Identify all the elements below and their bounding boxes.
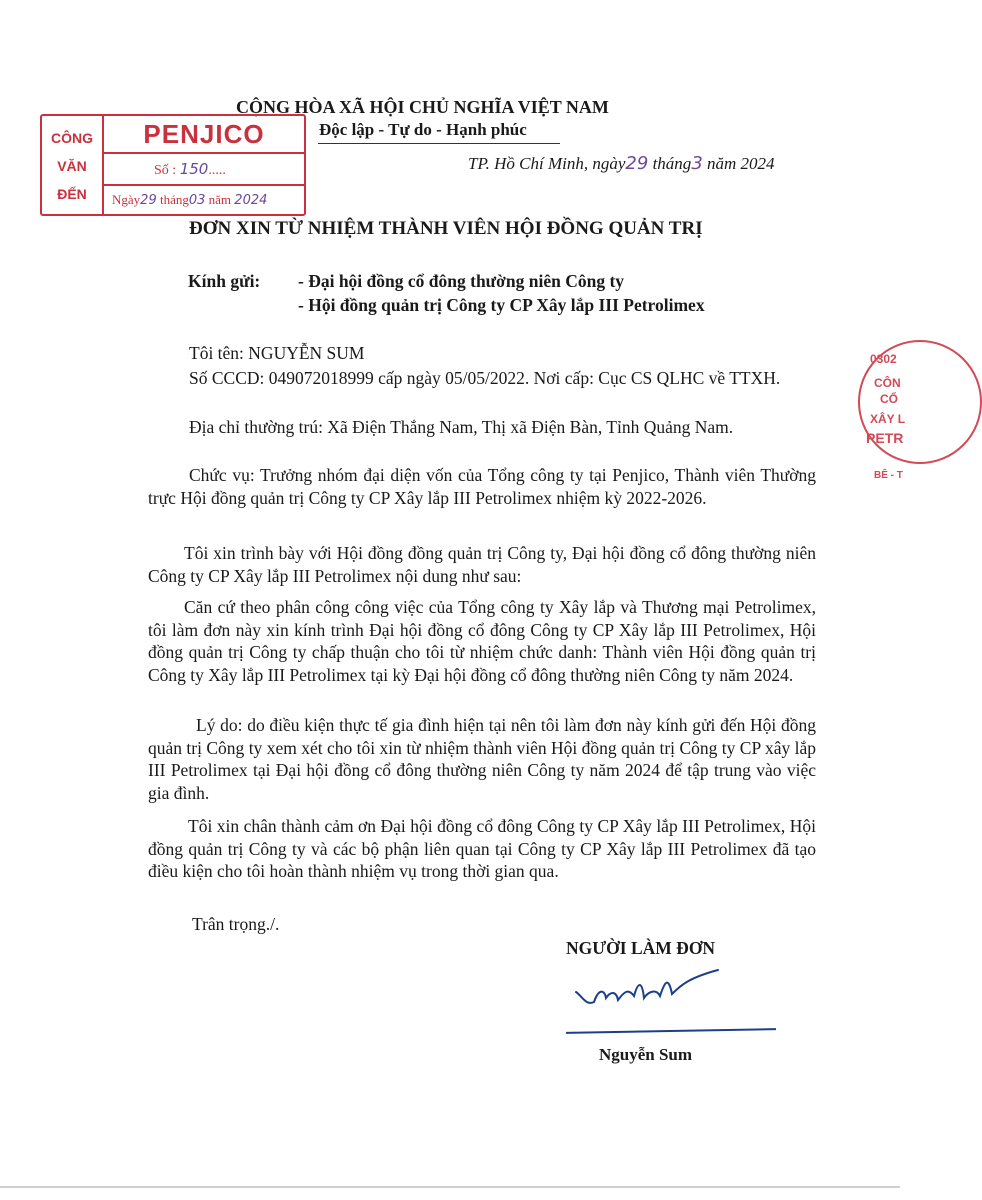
stamp-left-column	[42, 116, 104, 214]
stamp-year-label: năm	[208, 192, 232, 207]
signature-underline	[566, 1028, 776, 1033]
document-title: ĐƠN XIN TỪ NHIỆM THÀNH VIÊN HỘI ĐỒNG QUẢN TRỊ	[189, 218, 703, 239]
thanks-paragraph: Tôi xin chân thành cảm ơn Đại hội đồng cổ đông Công ty CP Xây lắp III Petrolimex, Hội đồng quản trị Công ty và các bộ phận liên quan tại Công ty CP Xây lắp III Petrolimex đã tạo điều kiện cho tôi hoàn thành nhiệm vụ trong thời gian qua.	[148, 816, 816, 881]
stamp-line2: VĂN	[57, 158, 87, 174]
stamp-date-row	[104, 186, 304, 214]
received-stamp	[40, 114, 306, 216]
country-heading: CỘNG HÒA XÃ HỘI CHỦ NGHĨA VIỆT NAM	[236, 97, 609, 117]
reason-paragraph: Lý do: do điều kiện thực tế gia đình hiện tại nên tôi làm đơn này kính gửi đến Hội đồng quản trị Công ty xem xét cho tôi xin từ nhiệm thành viên Hội đồng quản trị Công ty CP xây lắp III Petrolimex tại Đại hội đồng cổ đông thường niên Công ty năm 2024 để tập trung vào việc gia đình.	[148, 715, 816, 803]
basis-paragraph: Căn cứ theo phân công công việc của Tổng công ty Xây lắp và Thương mại Petrolimex, tôi làm đơn này xin kính trình Đại hội đồng cổ đông Công ty CP Xây lắp III Petrolimex, Hội đồng quản trị Công ty chấp thuận cho tôi từ nhiệm chức danh: Thành viên Hội đồng quản trị Công ty Xây lắp III Petrolimex tại kỳ Đại hội đồng cổ đông thường niên Công ty năm 2024.	[148, 597, 816, 685]
seal-bottom: BÊ - T	[874, 470, 903, 481]
recipient-2: - Hội đồng quản trị Công ty CP Xây lắp III Petrolimex	[298, 295, 705, 315]
scan-edge	[0, 1186, 900, 1188]
seal-line2: CỔ	[880, 392, 898, 406]
stamp-day: 29	[140, 193, 157, 208]
company-seal	[858, 340, 982, 481]
place-date	[468, 153, 775, 174]
stamp-company: PENJICO	[104, 116, 304, 154]
place-date-prefix: TP. Hồ Chí Minh, ngày	[468, 154, 626, 173]
motto-underline	[318, 143, 560, 144]
stamp-number-label: Số :	[154, 163, 177, 178]
stamp-day-label: Ngày	[112, 192, 141, 207]
stamp-line3: ĐẾN	[57, 186, 87, 202]
position-line: Chức vụ: Trưởng nhóm đại diện vốn của Tổng công ty tại Penjico, Thành viên Thường trực Hội đồng quản trị Công ty CP Xây lắp III Petrolimex nhiệm kỳ 2022-2026.	[148, 465, 816, 508]
signer-name: Nguyễn Sum	[599, 1045, 693, 1064]
signature-scribble	[568, 962, 748, 1022]
date-month: 3	[691, 153, 703, 174]
date-month-label: tháng	[652, 154, 692, 173]
signer-role: NGƯỜI LÀM ĐƠN	[566, 938, 716, 958]
closing: Trân trọng./.	[192, 914, 280, 934]
stamp-number-row: Số : 150.....	[104, 154, 304, 186]
intro-paragraph: Tôi xin trình bày với Hội đồng đồng quản trị Công ty, Đại hội đồng cổ đông thường niên Công ty CP Xây lắp III Petrolimex nội dung như sau:	[148, 543, 816, 586]
seal-line1: CÔN	[874, 376, 901, 390]
recipient-1: - Đại hội đồng cổ đông thường niên Công ty	[298, 271, 625, 291]
national-motto: Độc lập - Tự do - Hạnh phúc	[319, 120, 527, 139]
stamp-month-label: tháng	[159, 192, 189, 207]
stamp-line1: CÔNG	[51, 130, 93, 146]
seal-number: 0302	[870, 352, 897, 366]
stamp-month: 03	[188, 193, 206, 208]
seal-line4: PETR	[866, 430, 904, 446]
stamp-year: 2024	[234, 193, 268, 208]
address-line: Địa chỉ thường trú: Xã Điện Thắng Nam, Thị xã Điện Bàn, Tỉnh Quảng Nam.	[189, 417, 734, 437]
recipients-label: Kính gửi:	[188, 271, 261, 291]
stamp-number-value: 150	[179, 160, 209, 178]
name-line: Tôi tên: NGUYỄN SUM	[189, 343, 365, 363]
id-line: Số CCCD: 049072018999 cấp ngày 05/05/2022. Nơi cấp: Cục CS QLHC về TTXH.	[189, 368, 781, 388]
date-day: 29	[625, 153, 649, 174]
date-year: năm 2024	[707, 154, 775, 173]
seal-line3: XÂY L	[870, 412, 906, 426]
